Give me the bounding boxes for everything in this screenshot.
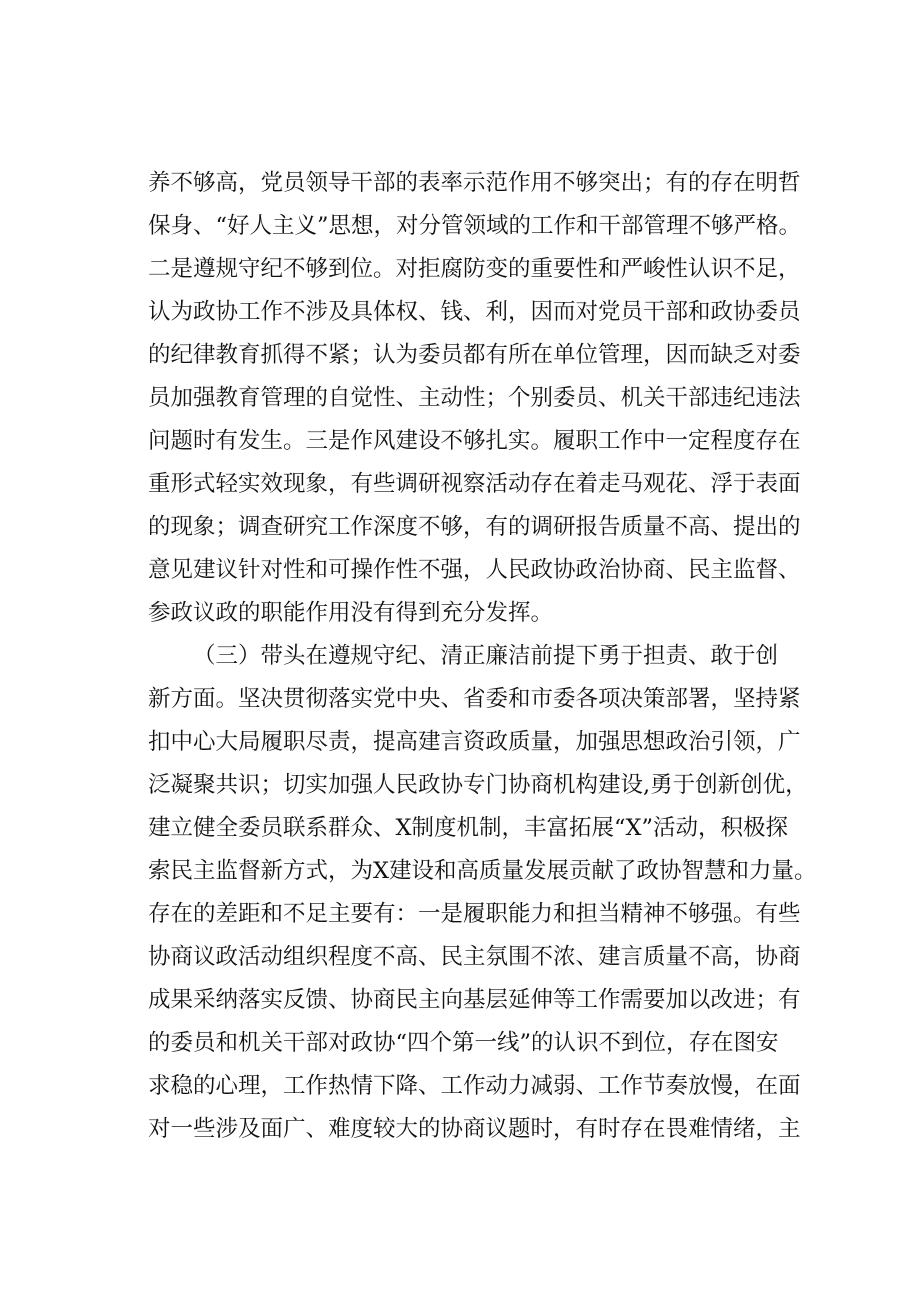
- text-line: 泛凝聚共识；切实加强人民政协专门协商机构建设,勇于创新创优，: [148, 772, 808, 798]
- text-line: 新方面。坚决贯彻落实党中央、省委和市委各项决策部署，坚持紧: [148, 686, 801, 712]
- text-line: 存在的差距和不足主要有：一是履职能力和担当精神不够强。有些: [148, 901, 801, 927]
- text-line: 意见建议针对性和可操作性不强，人民政协政治协商、民主监督、: [148, 557, 801, 583]
- text-line: 养不够高，党员领导干部的表率示范作用不够突出；有的存在明哲: [148, 170, 801, 196]
- text-line: 的委员和机关干部对政协“四个第一线”的认识不到位，存在图安: [148, 1030, 779, 1056]
- text-line: 二是遵规守纪不够到位。对拒腐防变的重要性和严峻性认识不足，: [148, 256, 801, 282]
- text-line: 员加强教育管理的自觉性、主动性；个别委员、机关干部违纪违法: [148, 385, 801, 411]
- text-line: 协商议政活动组织程度不高、民主氛围不浓、建言质量不高，协商: [148, 944, 801, 970]
- text-line: 成果采纳落实反馈、协商民主向基层延伸等工作需要加以改进；有: [148, 987, 801, 1013]
- text-line: 问题时有发生。三是作风建设不够扎实。履职工作中一定程度存在: [148, 428, 801, 454]
- text-line: 扣中心大局履职尽责，提高建言资政质量，加强思想政治引领，广: [148, 729, 801, 755]
- text-line: 认为政协工作不涉及具体权、钱、利，因而对党员干部和政协委员: [148, 299, 801, 325]
- text-line: 建立健全委员联系群众、X制度机制，丰富拓展“X”活动，积极探: [148, 815, 789, 841]
- text-line: 的现象；调查研究工作深度不够，有的调研报告质量不高、提出的: [148, 514, 801, 540]
- text-line: 求稳的心理，工作热情下降、工作动力减弱、工作节奏放慢，在面: [148, 1073, 801, 1099]
- section-heading-line: （三）带头在遵规守纪、清正廉洁前提下勇于担责、敢于创: [193, 643, 779, 669]
- text-line: 重形式轻实效现象，有些调研视察活动存在着走马观花、浮于表面: [148, 471, 801, 497]
- text-line: 保身、“好人主义”思想，对分管领域的工作和干部管理不够严格。: [148, 213, 802, 239]
- text-line: 对一些涉及面广、难度较大的协商议题时，有时存在畏难情绪，主: [148, 1116, 801, 1142]
- text-line: 的纪律教育抓得不紧；认为委员都有所在单位管理，因而缺乏对委: [148, 342, 801, 368]
- text-line: 参政议政的职能作用没有得到充分发挥。: [148, 600, 554, 626]
- text-line: 索民主监督新方式，为X建设和高质量发展贡献了政协智慧和力量。: [148, 858, 817, 884]
